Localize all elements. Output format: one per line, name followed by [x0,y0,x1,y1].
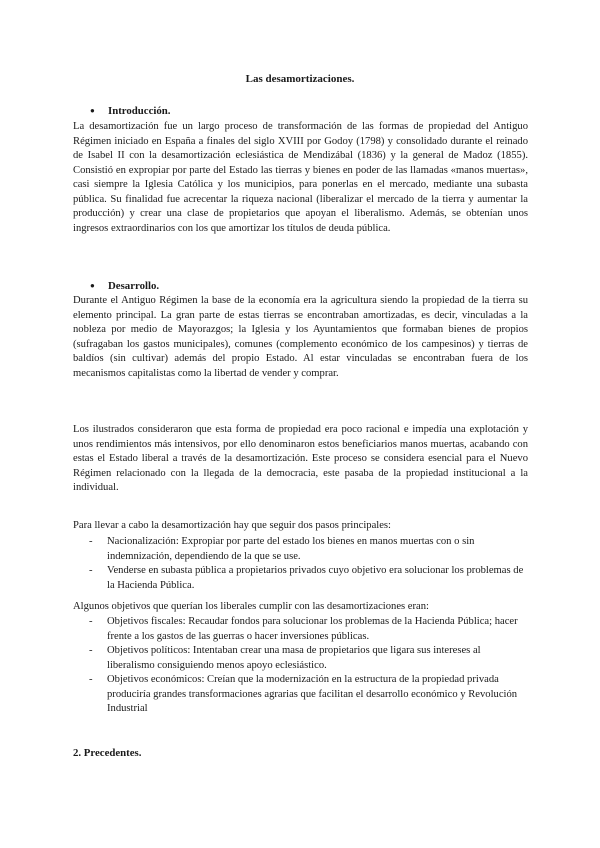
dash-marker: - [89,565,93,576]
step-text: Venderse en subasta pública a propietarios privados cuyo objetivo era solucionar los problemas de la Hacienda Pública. [107,565,524,591]
list-item [73,673,528,717]
list-item [73,535,528,564]
dash-marker: - [89,674,93,685]
objective-text: Objetivos económicos: Creían que la modernización en la estructura de la propiedad privada produciría grandes transformaciones agrarias que facilitan el desarrollo económico y Revolución Industrial [107,674,518,714]
intro-heading-label: Introducción. [108,105,171,117]
list-item [73,615,528,644]
document-title: Las desamortizaciones. [245,73,355,85]
steps-intro: Para llevar a cabo la desamortización hay que seguir dos pasos principales: [73,520,391,531]
dash-marker: - [89,645,93,656]
objective-text: Objetivos políticos: Intentaban crear una masa de propietarios que ligara sus intereses al liberalismo consiguiendo menos apoyo eclesiástico. [107,645,481,671]
development-heading-label: Desarrollo. [108,280,160,292]
step-text: Nacionalización: Expropiar por parte del estado los bienes en manos muertas con o sin indemnización, dependiendo de la que se use. [107,536,475,562]
development-paragraph-1: Durante el Antiguo Régimen la base de la economía era la agricultura siendo la propiedad de la tierra su elemento principal. La gran parte de estas tierras se encontraban amortizadas, es decir, vinculadas a la nobleza por medio de Mayorazgos; la Iglesia y los Ayuntamientos que formaban bienes de propios (sufragaban los gastos municipales), comunes (complemento económico de los campesinos) y tierras de baldíos (sin cultivar) además del propio Estado. Al estar vinculadas se encontraban fuera de los mecanismos capitalistas como la libertad de vender y comprar. [73,295,528,379]
section-2-heading: 2. Precedentes. [73,747,142,759]
dash-marker: - [89,536,93,547]
list-item [73,644,528,673]
objectives-list [73,615,528,717]
development-paragraph-2: Los ilustrados consideraron que esta forma de propiedad era poco racional e impedía una explotación y unos rendimientos más intensivos, por ello denominaron estos beneficiarios manos muertas, acabando con estas el Estado liberal a través de la desamortización. Este proceso se considera esencial para el Nuevo Régimen relacionado con la llegada de la democracia, este pasaba de la propiedad institucional a la individual. [73,424,528,493]
bullet-icon: ● [90,106,95,115]
objectives-intro: Algunos objetivos que querían los liberales cumplir con las desamortizaciones eran: [73,601,429,612]
dash-marker: - [89,616,93,627]
bullet-icon: ● [90,281,95,290]
objective-text: Objetivos fiscales: Recaudar fondos para solucionar los problemas de la Hacienda Pública; hacer frente a los gastos de las guerras o hacer inversiones públicas. [107,616,518,642]
intro-paragraph: La desamortización fue un largo proceso de transformación de las formas de propiedad del Antiguo Régimen iniciado en España a finales del siglo XVIII por Godoy (1798) y consolidado durante el reinado de Isabel II con la desamortización eclesiástica de Mendizábal (1836) y la general de Madoz (1855). Consistió en expropiar por parte del Estado las tierras y bienes en poder de las llamadas «manos muertas», casi siempre la Iglesia Católica y los municipios, para ponerlas en el mercado, mediante una subasta pública. Su finalidad fue acrecentar la riqueza nacional (liberalizar el mercado de la tierra y aumentar la producción) y crear una clase de propietarios que apoyan el liberalismo. Además, se obtenían unos ingresos extraordinarios con los que amortizar los títulos de deuda pública. [73,121,528,234]
steps-list [73,535,528,593]
list-item [73,564,528,593]
